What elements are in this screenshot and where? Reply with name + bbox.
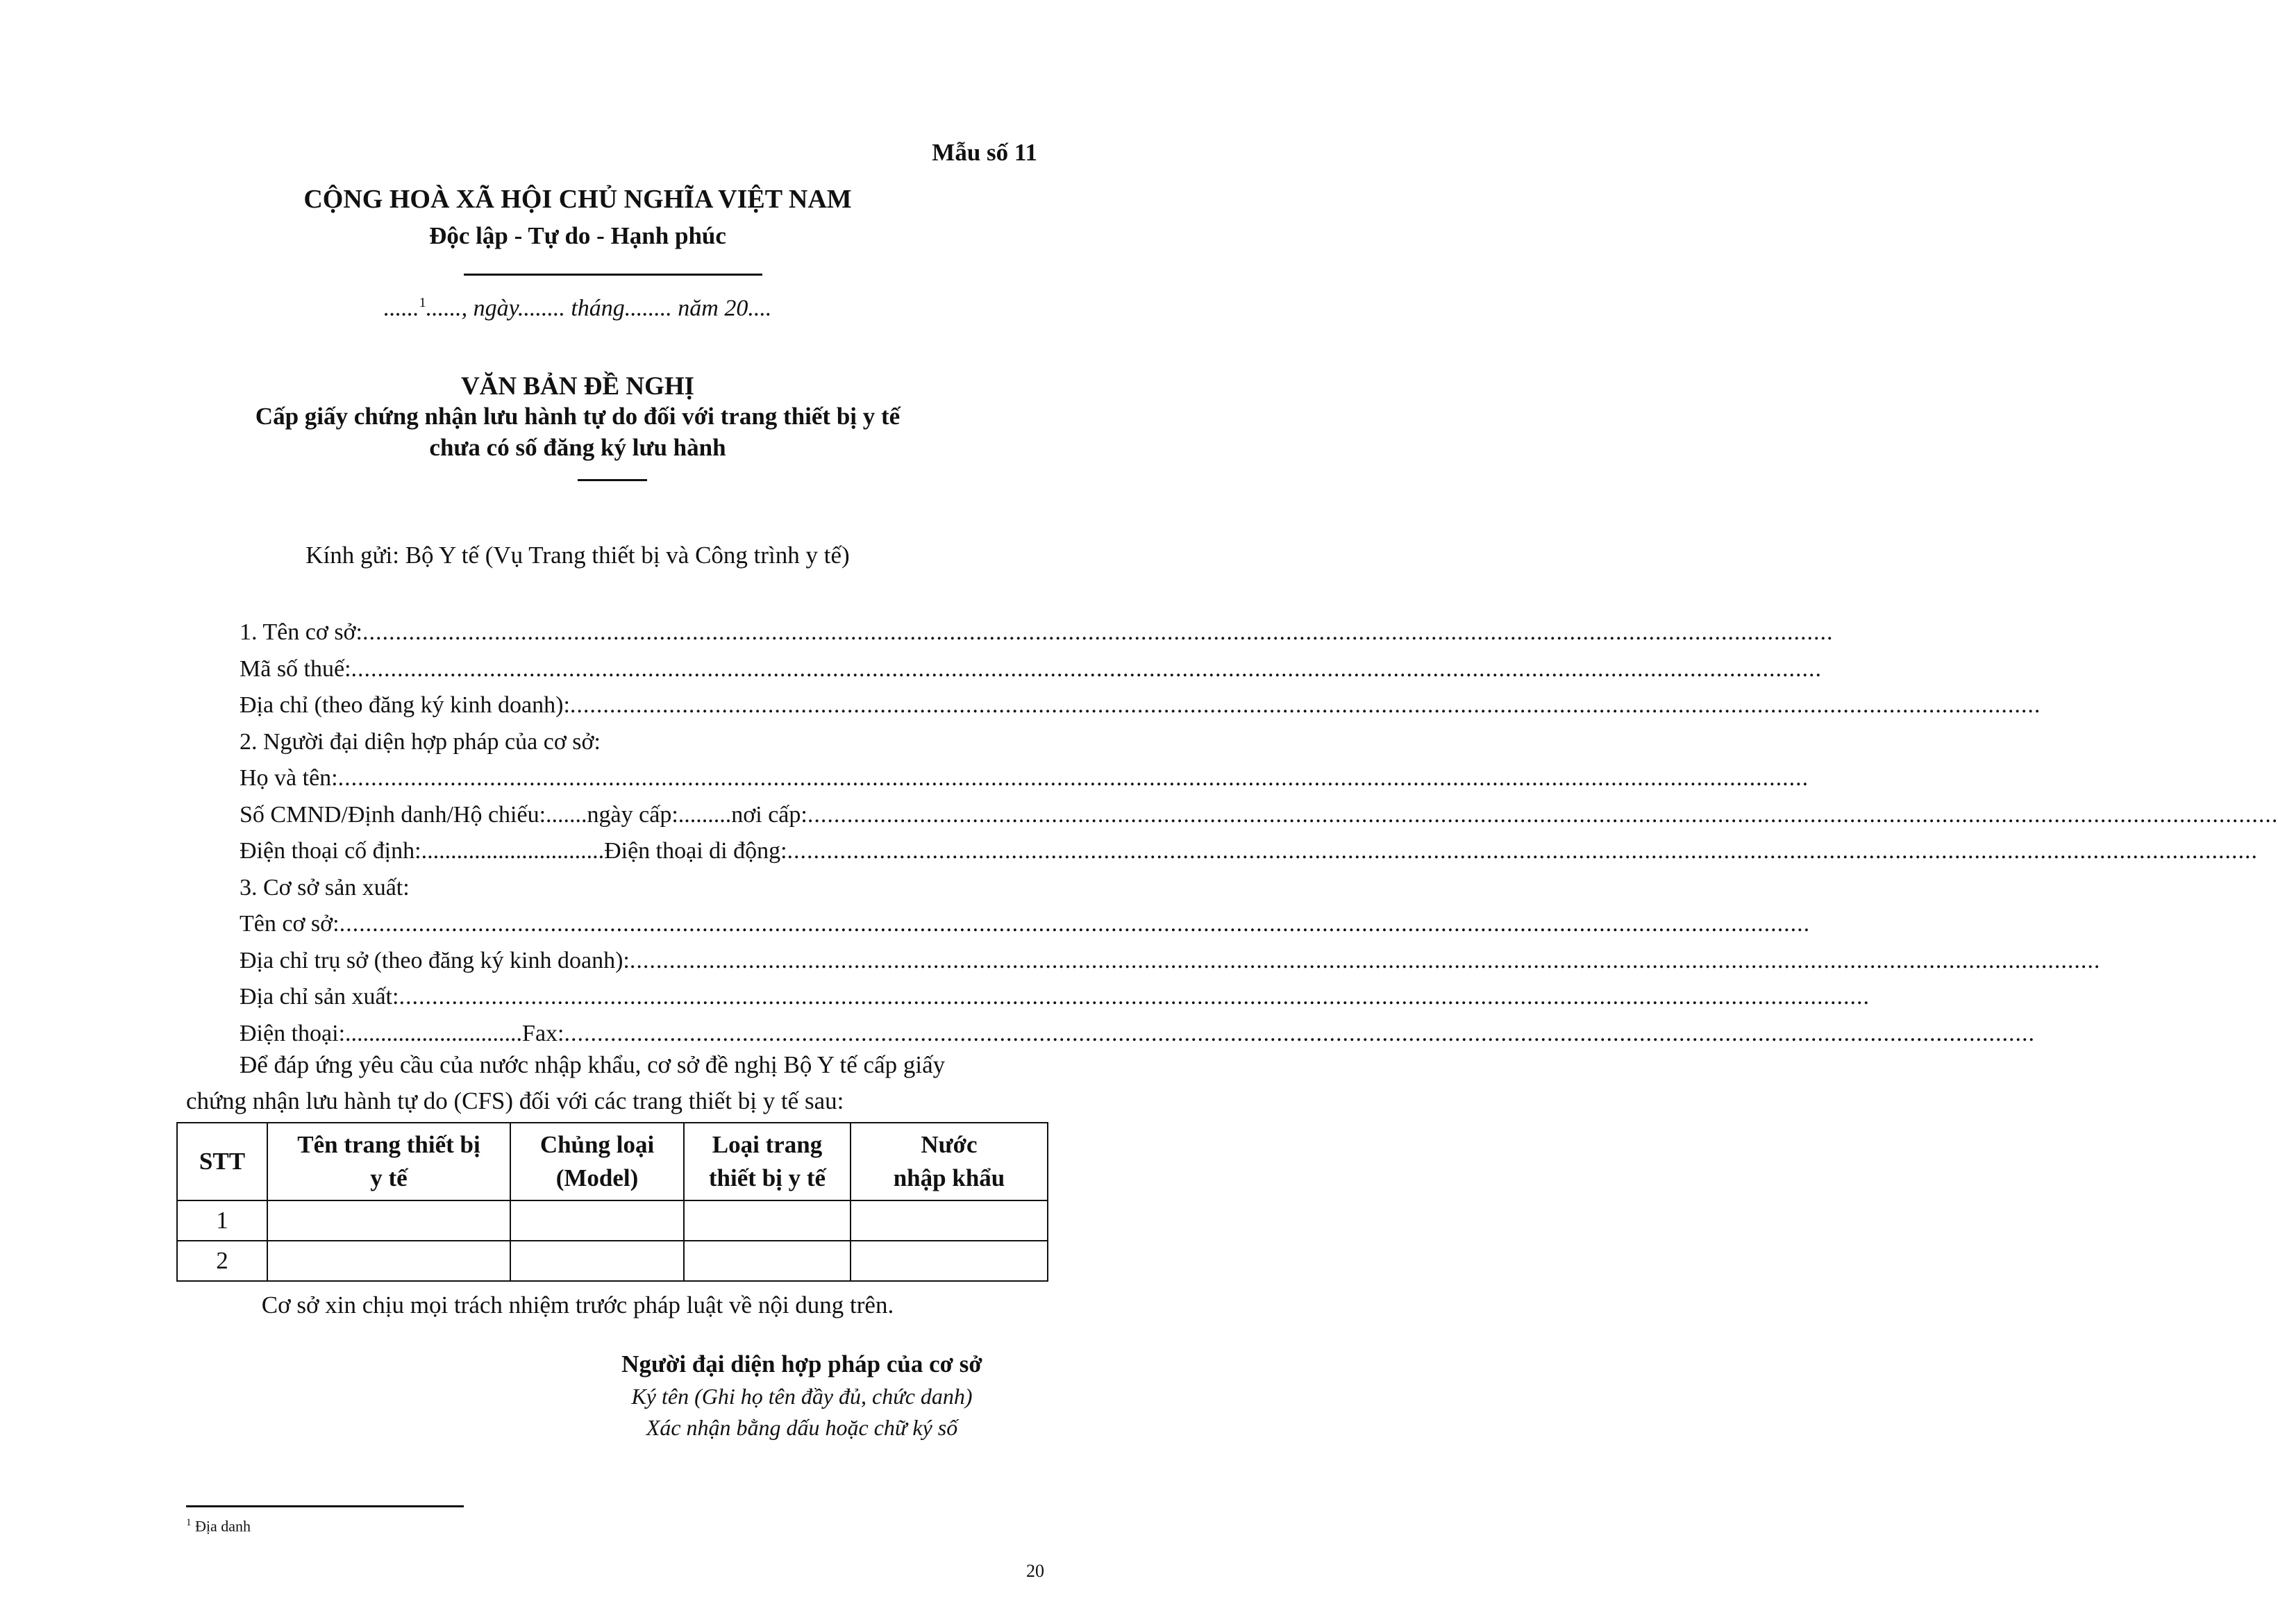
header-import-country [851,1123,1048,1200]
cell-device-type[interactable] [684,1241,851,1281]
fill-in-dots[interactable]: ............................................................................................................................................................................................................................... [569,692,2041,718]
field-facility-name [240,614,1834,651]
fill-in-dots[interactable]: ......... [678,801,732,828]
place-date-line [0,295,1155,321]
header-stt: STT [177,1123,267,1200]
field-label: Fax: [522,1020,564,1046]
cell-device-name[interactable] [267,1200,510,1241]
document-subtitle-line-1: Cấp giấy chứng nhận lưu hành tự do đối với trang thiết bị y tế [255,403,901,430]
cell-device-name[interactable] [267,1241,510,1281]
field-id-document [240,797,2278,834]
form-number: Mẫu số 11 [932,139,1037,166]
commitment-statement: Cơ sở xin chịu mọi trách nhiệm trước pháp luật về nội dung trên. [261,1291,894,1319]
header-line: (Model) [555,1164,639,1191]
section-heading: 3. Cơ sở sản xuất: [240,874,410,901]
device-table [176,1122,1048,1282]
table-row [177,1200,1048,1241]
signature-title: Người đại diện hợp pháp của cơ sở [621,1350,982,1378]
header-model [510,1123,684,1200]
page-number: 20 [1026,1561,1044,1581]
header-device-name [267,1123,510,1200]
field-label: Tên cơ sở: [240,911,340,937]
field-manufacturer-name [240,906,1811,943]
section-manufacturer [240,870,1035,907]
field-label: Điện thoại di động: [604,838,787,864]
field-label: Mã số thuế: [240,655,351,682]
field-business-address [240,687,2041,724]
field-production-address [240,979,1870,1016]
document-title: VĂN BẢN ĐỀ NGHỊ [460,372,695,401]
field-head-office [240,943,2101,980]
field-tax-code [240,651,1823,688]
fill-in-dots[interactable]: ............................... [421,838,605,864]
field-label: Điện thoại cố định: [240,838,421,864]
fill-in-dots[interactable]: ............................................................................................................................................................................................................................... [807,801,2278,828]
field-label: Địa chỉ trụ sở (theo đăng ký kinh doanh): [240,947,630,973]
fill-in-dots[interactable]: ............................................................................................................................................................................................................................... [629,947,2101,973]
fill-in-dots[interactable]: .............................. [345,1020,523,1046]
table-header-row [177,1123,1048,1200]
fill-in-dots[interactable]: ............................................................................................................................................................................................................................... [564,1020,2035,1046]
cell-stt: 2 [177,1241,267,1281]
header-line: Tên trang thiết bị [297,1131,480,1158]
footnote-reference: 1 [419,295,426,310]
fill-in-dots[interactable]: ............................................................................................................................................................................................................................... [362,619,1834,645]
header-line: Nước [921,1131,978,1158]
field-full-name [240,760,1809,797]
section-legal-representative [240,724,1035,761]
motto-underline [464,274,762,276]
field-phones [240,833,2259,870]
nation-title: CỘNG HOÀ XÃ HỘI CHỦ NGHĨA VIỆT NAM [303,185,852,214]
header-line: nhập khẩu [893,1164,1005,1191]
fill-in-dots[interactable]: ....... [546,801,587,828]
cell-device-type[interactable] [684,1200,851,1241]
field-label: Địa chỉ sản xuất: [240,984,399,1010]
fill-in-dots[interactable]: ............................................................................................................................................................................................................................... [337,765,1809,791]
header-device-type [684,1123,851,1200]
table-row [177,1241,1048,1281]
cell-model[interactable] [510,1241,684,1281]
footnote [186,1517,251,1535]
footnote-text: Địa danh [195,1517,251,1535]
date-dots: ......, ngày........ tháng........ năm 20.... [426,295,772,321]
cell-import-country[interactable] [851,1241,1048,1281]
field-label: ngày cấp: [587,801,678,828]
addressee: Kính gửi: Bộ Y tế (Vụ Trang thiết bị và Công trình y tế) [305,542,850,569]
fill-in-dots[interactable]: ............................................................................................................................................................................................................................... [787,838,2259,864]
field-label: Họ và tên: [240,765,338,791]
title-underline [578,479,647,481]
cell-stt: 1 [177,1200,267,1241]
header-line: Loại trang [712,1131,823,1158]
header-line: y tế [370,1164,408,1191]
place-dots: ...... [383,295,419,321]
field-label: Điện thoại: [240,1020,346,1046]
fill-in-dots[interactable]: ............................................................................................................................................................................................................................... [339,911,1811,937]
document-subtitle-line-2: chưa có số đăng ký lưu hành [429,434,726,461]
header-line: thiết bị y tế [708,1164,826,1191]
signature-instruction-2: Xác nhận bằng dấu hoặc chữ ký số [646,1415,958,1440]
motto: Độc lập - Tự do - Hạnh phúc [429,222,726,249]
field-label: Địa chỉ (theo đăng ký kinh doanh): [240,692,570,718]
footnote-number: 1 [186,1517,192,1528]
request-paragraph-line-1: Để đáp ứng yêu cầu của nước nhập khẩu, cơ sở đề nghị Bộ Y tế cấp giấy [240,1051,946,1078]
request-paragraph-line-2: chứng nhận lưu hành tự do (CFS) đối với các trang thiết bị y tế sau: [186,1087,844,1114]
field-label: 1. Tên cơ sở: [240,619,362,645]
fill-in-dots[interactable]: ............................................................................................................................................................................................................................... [351,655,1823,682]
cell-model[interactable] [510,1200,684,1241]
fill-in-dots[interactable]: ............................................................................................................................................................................................................................... [399,984,1870,1010]
footnote-separator [186,1505,464,1507]
form-fields [240,614,2278,1052]
header-line: Chủng loại [539,1131,655,1158]
field-label: nơi cấp: [731,801,807,828]
cell-import-country[interactable] [851,1200,1048,1241]
field-label: Số CMND/Định danh/Hộ chiếu: [240,801,546,828]
signature-instruction-1: Ký tên (Ghi họ tên đầy đủ, chức danh) [631,1384,973,1409]
section-heading: 2. Người đại diện hợp pháp của cơ sở: [240,728,601,755]
